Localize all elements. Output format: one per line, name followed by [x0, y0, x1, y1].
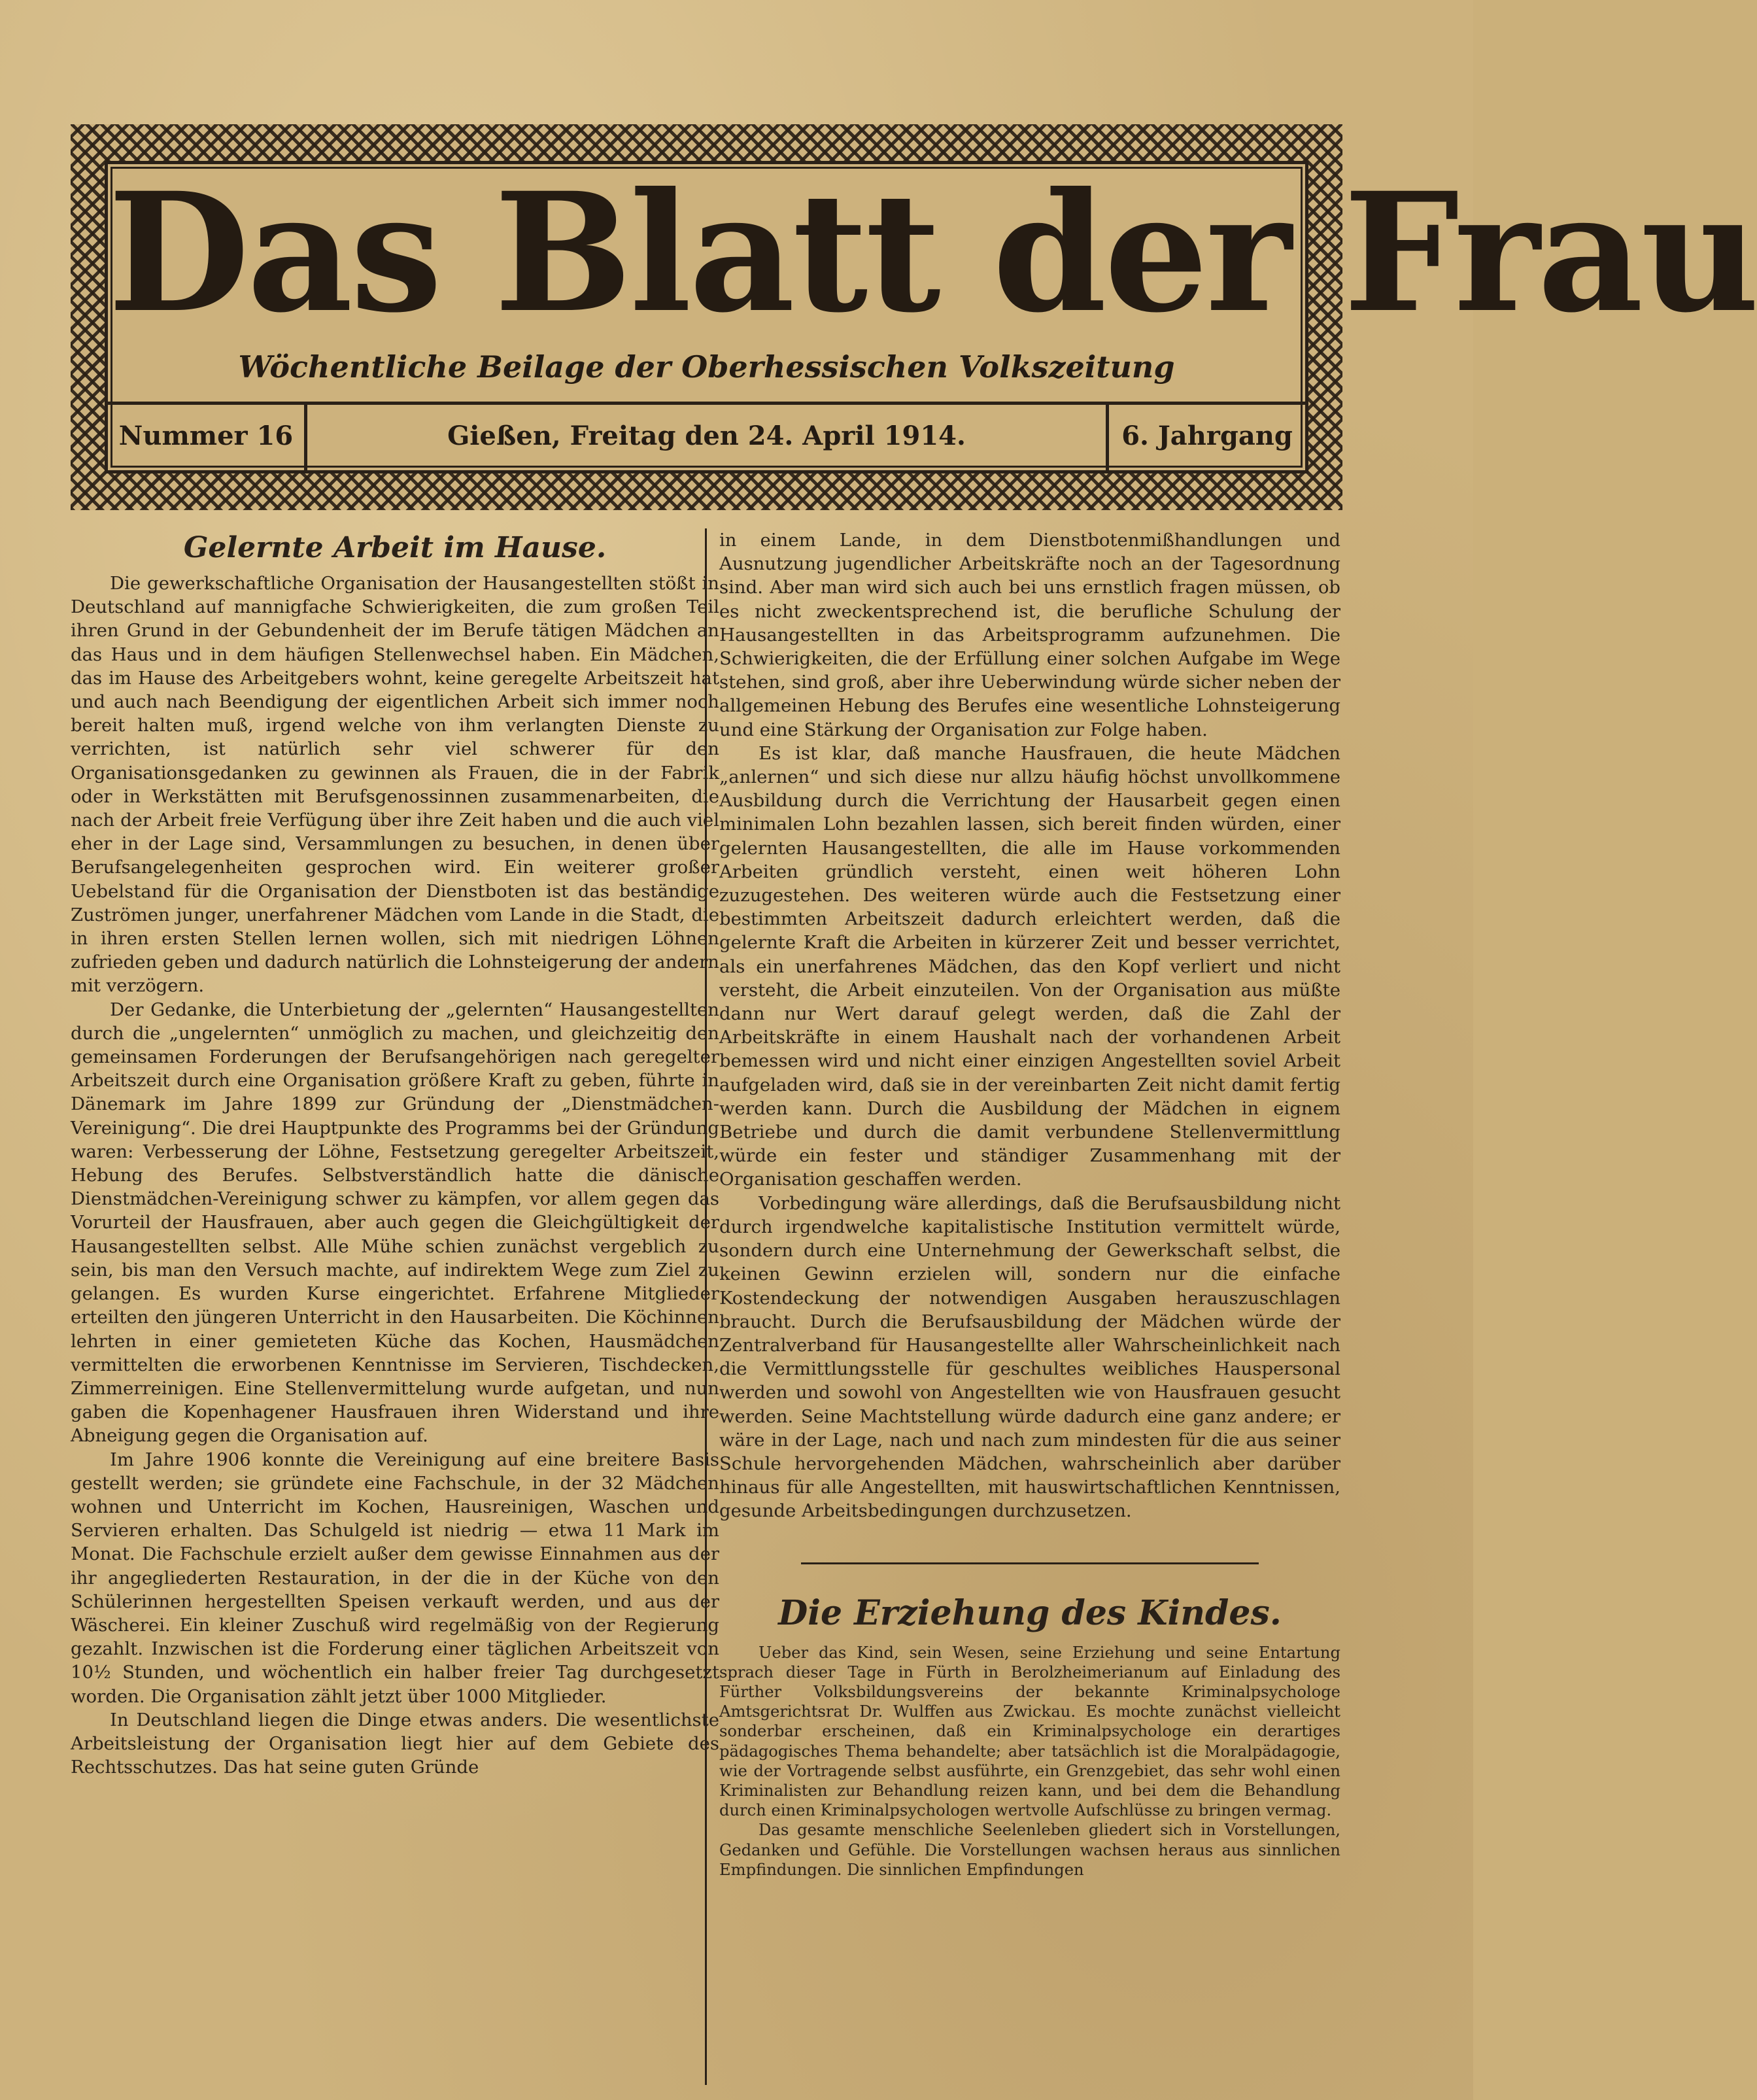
- article-paragraph: Der Gedanke, die Unterbietung der „gelernten“ Hausangestellten durch die „ungelernten“ unmöglich zu machen, und gleichzeitig den gemeinsamen Forderungen der Berufsangehörigen nach geregelter Arbeitszeit durch eine Organisation größere Kraft zu geben, führte in Dänemark im Jahre 1899 zur Gründung der „Dienstmädchen-Vereinigung“. Die drei Hauptpunkte des Programms bei der Gründung waren: Verbesserung der Löhne, Festsetzung geregelter Arbeitszeit, Hebung des Berufes. Selbstverständlich hatte die dänische Dienstmädchen-Vereinigung schwer zu kämpfen, vor allem gegen das Vorurteil der Hausfrauen, aber auch gegen die Gleichgültigkeit der Hausangestellten selbst. Alle Mühe schien zunächst vergeblich zu sein, bis man den Versuch machte, auf indirektem Wege zum Ziel zu gelangen. Es wurden Kurse eingerichtet. Erfahrene Mitglieder erteilten den jüngeren Unterricht in den Hausarbeiten. Die Köchinnen lehrten in einer gemieteten Küche das Kochen, Hausmädchen vermittelten die erworbenen Kenntnisse im Servieren, Tischdecken, Zimmerreinigen. Eine Stellenvermittelung wurde aufgetan, und nun gaben die Kopenhagener Hausfrauen ihren Widerstand und ihre Abneigung gegen die Organisation auf.: [71, 999, 719, 1447]
- right-column: [719, 528, 1340, 1880]
- article-paragraph: In Deutschland liegen die Dinge etwas anders. Die wesentlichste Arbeitsleistung der Organisation liegt hier auf dem Gebiete des Rechtsschutzes. Das hat seine guten Gründe: [71, 1709, 719, 1778]
- volume-year: 6. Jahrgang: [1121, 421, 1293, 451]
- article-paragraph: Das gesamte menschliche Seelenleben gliedert sich in Vorstellungen, Gedanken und Gefühle. Die Vorstellungen wachsen heraus aus sinnlichen Empfindungen. Die sinnlichen Empfindungen: [719, 1821, 1340, 1879]
- article-body-small: [719, 1643, 1340, 1880]
- article-paragraph: Die gewerkschaftliche Organisation der Hausangestellten stößt in Deutschland auf mannigfache Schwierigkeiten, die zum großen Teil ihren Grund in der Gebundenheit der im Berufe tätigen Mädchen an das Haus und in dem häufigen Stellenwechsel haben. Ein Mädchen, das im Hause des Arbeitgebers wohnt, keine geregelte Arbeitszeit hat und auch nach Beendigung der eigentlichen Arbeit sich immer noch bereit halten muß, irgend welche von ihm verlangten Dienste zu verrichten, ist natürlich sehr viel schwerer für den Organisationsgedanken zu gewinnen als Frauen, die in der Fabrik oder in Werkstätten mit Berufsgenossinnen zusammenarbeiten, die nach der Arbeit freie Verfügung über ihre Zeit haben und die auch viel eher in der Lage sind, Versammlungen zu besuchen, in denen über Berufsangelegenheiten gesprochen wird. Ein weiterer großer Uebelstand für die Organisation der Dienstboten ist das beständige Zuströmen junger, unerfahrener Mädchen vom Lande in die Stadt, die in ihren ersten Stellen lernen wollen, sich mit niedrigen Löhnen zufrieden geben und dadurch natürlich die Lohnsteigerung der andern mit verzögern.: [71, 573, 719, 997]
- article-paragraph: Vorbedingung wäre allerdings, daß die Berufsausbildung nicht durch irgendwelche kapitalistische Institution vermittelt würde, sondern durch eine Unternehmung der Gewerkschaft selbst, die keinen Gewinn erzielen will, sondern nur die einfache Kostendeckung der notwendigen Ausgaben herauszuschlagen braucht. Durch die Berufsausbildung der Mädchen würde der Zentralverband für Hausangestellte aller Wahrscheinlichkeit nach die Vermittlungsstelle für geschultes weibliches Hauspersonal werden und sowohl von Angestellten wie von Hausfrauen gesucht werden. Seine Machtstellung würde dadurch eine ganz andere; er wäre in der Lage, nach und nach zum mindesten für die aus seiner Schule hervorgehenden Mädchen, wahrscheinlich aber darüber hinaus für alle Angestellten, mit hauswirtschaftlichen Kenntnissen, gesunde Arbeitsbedingungen durchzusetzen.: [719, 1192, 1340, 1522]
- issue-number: Nummer 16: [108, 405, 307, 470]
- newspaper-subtitle: Wöchentliche Beilage der Oberhessischen Volkszeitung: [238, 349, 1175, 385]
- article-paragraph: Im Jahre 1906 konnte die Vereinigung auf eine breitere Basis gestellt werden; sie gründete eine Fachschule, in der 32 Mädchen wohnen und Unterricht im Kochen, Hausreinigen, Waschen und Servieren erhalten. Das Schulgeld ist niedrig — etwa 11 Mark im Monat. Die Fachschule erzielt außer dem gewisse Einnahmen aus der ihr angegliederten Restauration, in der die in der Küche von den Schülerinnen hergestellten Speisen verkauft werden, und aus der Wäscherei. Ein kleiner Zuschuß wird regelmäßig von der Regierung gezahlt. Inzwischen ist die Forderung einer täglichen Arbeitszeit von 10½ Stunden, und wöchentlich ein halber freier Tag durchgesetzt worden. Die Organisation zählt jetzt über 1000 Mitglieder.: [71, 1449, 719, 1707]
- left-column: [71, 528, 719, 1779]
- article-paragraph: in einem Lande, in dem Dienstbotenmißhandlungen und Ausnutzung jugendlicher Arbeitskräfte noch an der Tagesordnung sind. Aber man wird sich auch bei uns ernstlich fragen müssen, ob es nicht zweckentsprechend ist, die berufliche Schulung der Hausangestellten in das Arbeitsprogramm aufzunehmen. Die Schwierigkeiten, die der Erfüllung einer solchen Aufgabe im Wege stehen, sind groß, aber ihre Ueberwindung würde sicher neben der allgemeinen Hebung des Berufes eine wesentliche Lohnsteigerung und eine Stärkung der Organisation zur Folge haben.: [719, 530, 1340, 740]
- section-divider: [801, 1562, 1259, 1564]
- masthead: [71, 124, 1757, 510]
- issue-date: Gießen, Freitag den 24. April 1914.: [307, 405, 1109, 470]
- newspaper-title: Das Blatt der Frau: [108, 156, 1757, 349]
- issue-info-bar: [108, 402, 1305, 470]
- article-paragraph: Es ist klar, daß manche Hausfrauen, die heute Mädchen „anlernen“ und sich diese nur allzu häufig höchst unvollkommene Ausbildung durch die Verrichtung der Hausarbeit gegen einen minimalen Lohn bezahlen lassen, sich bereit finden würden, einer gelernten Hausangestellten, die alle im Hause vorkommenden Arbeiten gründlich versteht, einen weit höheren Lohn zuzugestehen. Des weiteren würde auch die Festsetzung einer bestimmten Arbeitszeit dadurch erleichtert werden, daß die gelernte Kraft die Arbeiten in kürzerer Zeit und besser verrichtet, als ein unerfahrenes Mädchen, das den Kopf verliert und nicht versteht, die Arbeit einzuteilen. Von der Organisation aus müßte dann nur Wert darauf gelegt werden, daß die Zahl der Arbeitskräfte in einem Haushalt nach der vorhandenen Arbeit bemessen wird und nicht einer einzigen Angestellten soviel Arbeit aufgeladen wird, daß sie in der vereinbarten Zeit nicht damit fertig werden kann. Durch die Ausbildung der Mädchen in eignem Betriebe und durch die damit verbundene Stellenvermittlung würde ein fester und ständiger Zusammenhang mit der Organisation geschaffen werden.: [719, 742, 1340, 1190]
- masthead-frame: [105, 156, 1757, 473]
- article-heading: Gelernte Arbeit im Hause.: [183, 531, 607, 564]
- article-heading: Die Erziehung des Kindes.: [778, 1592, 1282, 1633]
- article-paragraph: Ueber das Kind, sein Wesen, seine Erziehung und seine Entartung sprach dieser Tage in Fürth in Berolzheimerianum auf Einladung des Fürther Volksbildungsvereins der bekannte Kriminalpsychologe Amtsgerichtsrat Dr. Wulffen aus Zwickau. Es mochte zunächst vielleicht sonderbar erscheinen, daß ein Kriminalpsychologe ein derartiges pädagogisches Thema behandelte; aber tatsächlich ist die Moralpädagogie, wie der Vortragende selbst ausführte, ein Grenzgebiet, das sehr wohl einen Kriminalisten zur Behandlung reizen kann, und bei dem die Behandlung durch einen Kriminalpsychologen wertvolle Aufschlüsse zu bringen vermag.: [719, 1643, 1340, 1820]
